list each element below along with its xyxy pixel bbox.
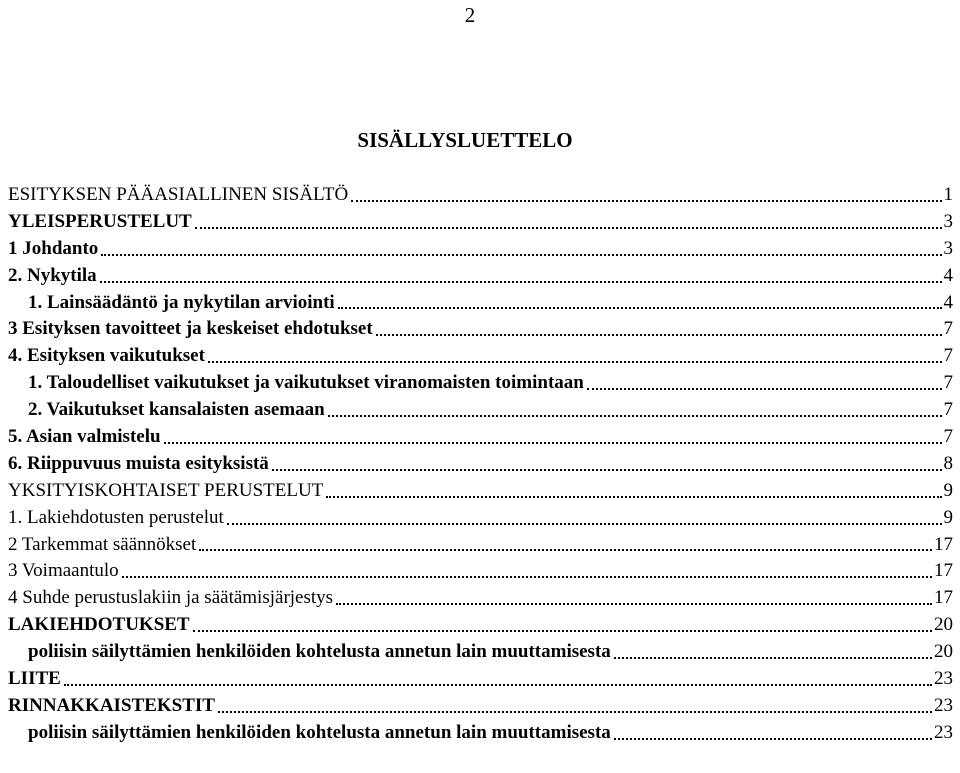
toc-dot-leader [218,693,932,720]
toc-dot-leader [122,558,932,585]
toc-entry-title: 3 Voimaantulo [8,560,119,582]
toc-entry[interactable] [8,182,953,209]
toc-entry-title: 2. Vaikutukset kansalaisten asemaan [28,399,325,421]
toc-entry-title: poliisin säilyttämien henkilöiden kohtelusta annetun lain muuttamisesta [28,721,611,743]
toc-entry[interactable] [8,263,953,290]
toc-entry-title: 4 Suhde perustuslakiin ja säätämisjärjestys [8,587,334,609]
toc-entry-title: 1. Taloudelliset vaikutukset ja vaikutukset viranomaisten toimintaan [28,372,584,394]
toc-entry[interactable] [8,397,953,424]
toc-entry[interactable] [8,209,953,236]
toc-dot-leader [100,263,942,290]
toc-entry-title: 4. Esityksen vaikutukset [8,345,205,367]
toc-entry[interactable] [8,666,953,693]
toc-entry-title: 1 Johdanto [8,237,99,259]
page-number: 2 [464,3,476,27]
toc-dot-leader [164,424,942,451]
toc-entry[interactable] [8,639,953,666]
toc-dot-leader [64,666,932,693]
toc-entry-page: 17 [934,533,953,555]
toc-entry[interactable] [8,585,953,612]
toc-entry-title: ESITYKSEN PÄÄASIALLINEN SISÄLTÖ [8,184,349,205]
toc-entry-page: 7 [943,372,953,394]
toc-entry-page: 9 [943,506,953,528]
toc-entry-page: 8 [943,452,953,474]
toc-entry-page: 3 [943,237,953,259]
toc-entry-title: LAKIEHDOTUKSET [8,614,190,636]
toc-entry-page: 4 [943,291,953,313]
toc-entry[interactable] [8,370,953,397]
toc-dot-leader [272,451,942,478]
toc-entry[interactable] [8,316,953,343]
toc-entry-title: RINNAKKAISTEKSTIT [8,694,215,716]
toc-dot-leader [227,505,942,532]
toc-entry-page: 23 [934,668,953,690]
toc-entry-title: 3 Esityksen tavoitteet ja keskeiset ehdotukset [8,318,373,340]
toc-entry-title: LIITE [8,668,61,690]
toc-entry-title: YLEISPERUSTELUT [8,210,192,232]
toc-dot-leader [195,209,942,236]
toc-entry[interactable] [8,236,953,263]
toc-entry[interactable] [8,532,953,559]
toc-entry-title: 2. Nykytila [8,264,97,286]
toc-entry-page: 20 [934,614,953,636]
toc-entry[interactable] [8,558,953,585]
toc-dot-leader [193,612,932,639]
toc-entry[interactable] [8,720,953,747]
toc-dot-leader [587,370,942,397]
toc-entry[interactable] [8,343,953,370]
toc-entry[interactable] [8,693,953,720]
toc-dot-leader [336,585,932,612]
toc-entry-title: 1. Lakiehdotusten perustelut [8,506,224,528]
toc-entry-page: 23 [934,721,953,743]
toc-dot-leader [208,343,942,370]
toc-entry-page: 20 [934,641,953,663]
toc-entry-title: 6. Riippuvuus muista esityksistä [8,452,269,474]
toc-entry-title: 5. Asian valmistelu [8,426,161,448]
toc-entry-page: 7 [943,426,953,448]
toc-entry-page: 3 [943,210,953,232]
toc-entry[interactable] [8,478,953,505]
toc-entry[interactable] [8,505,953,532]
toc-entry[interactable] [8,424,953,451]
toc-entry-page: 17 [934,587,953,609]
toc-title: SISÄLLYSLUETTELO [357,128,573,152]
toc-entry-page: 7 [943,399,953,421]
toc-dot-leader [199,532,932,559]
toc-entry-title: 1. Lainsäädäntö ja nykytilan arviointi [28,291,335,313]
toc-entry[interactable] [8,290,953,317]
toc-dot-leader [328,397,942,424]
toc-entry[interactable] [8,451,953,478]
toc-entry-page: 1 [943,184,953,205]
toc-entry-page: 7 [943,345,953,367]
toc-dot-leader [101,236,941,263]
toc-entry-page: 23 [934,694,953,716]
toc-entry-page: 17 [934,560,953,582]
toc-entry-title: 2 Tarkemmat säännökset [8,533,197,555]
table-of-contents [8,182,953,747]
toc-entry[interactable] [8,612,953,639]
toc-entry-page: 4 [943,264,953,286]
toc-entry-title: poliisin säilyttämien henkilöiden kohtelusta annetun lain muuttamisesta [28,641,611,663]
toc-entry-title: YKSITYISKOHTAISET PERUSTELUT [8,479,324,501]
toc-dot-leader [338,290,942,317]
toc-dot-leader [376,316,942,343]
toc-dot-leader [614,720,932,747]
toc-entry-page: 9 [943,479,953,501]
toc-dot-leader [614,639,932,666]
toc-dot-leader [351,182,941,209]
toc-dot-leader [326,478,941,505]
toc-entry-page: 7 [943,318,953,340]
